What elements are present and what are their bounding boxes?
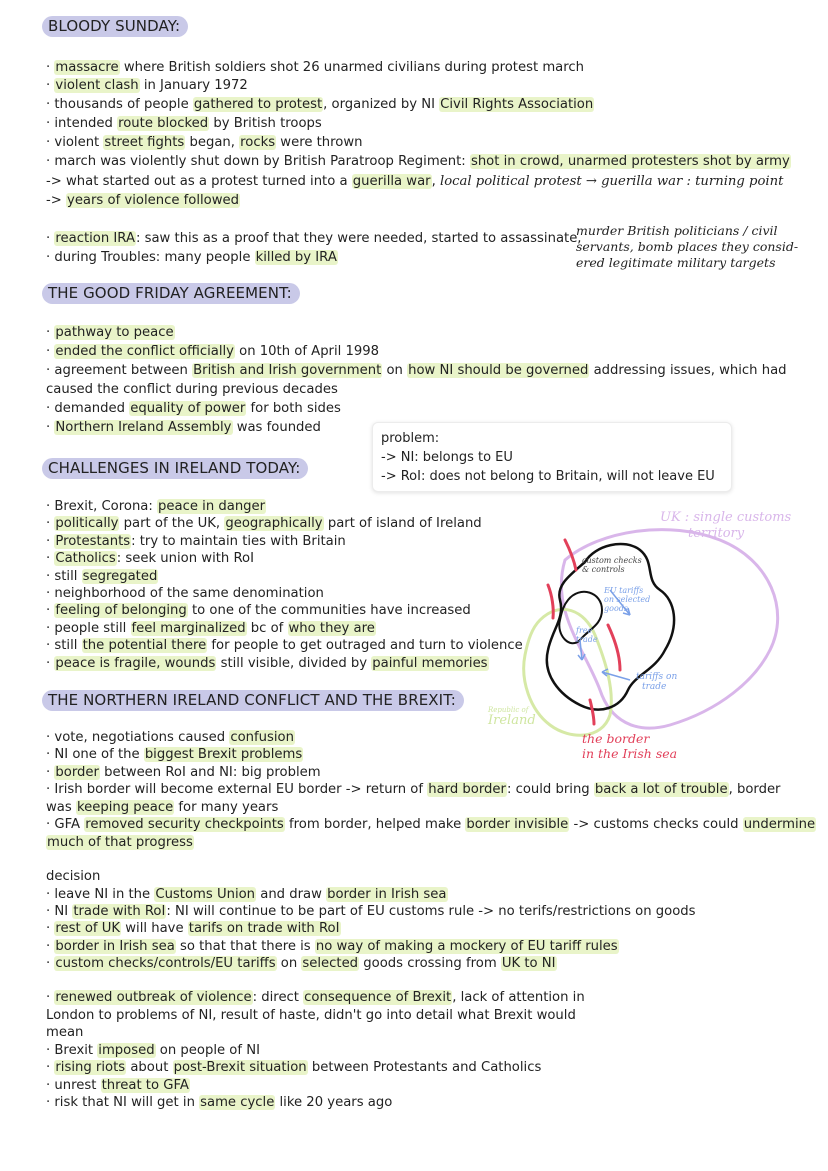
highlighted-text: British and Irish government [193, 363, 382, 378]
highlighted-text: rest of UK [55, 921, 121, 936]
highlighted-text: street fights [104, 135, 185, 150]
text-run: : seek union with RoI [116, 551, 254, 566]
list-item [46, 781, 780, 798]
text-run: mean [46, 1025, 84, 1040]
text-run: · GFA [46, 817, 85, 832]
highlighted-text: painful memories [372, 656, 488, 671]
text-run: · [46, 921, 55, 936]
list-item [46, 729, 295, 746]
highlighted-text: keeping peace [76, 800, 174, 815]
text-run: · neighborhood of the same denomination [46, 586, 324, 601]
text-run: -> what started out as a protest turned into a [46, 174, 352, 189]
list-item [46, 115, 322, 132]
text-run: bc of [246, 621, 288, 636]
text-run: · still [46, 638, 82, 653]
highlighted-text: UK to NI [501, 956, 556, 971]
highlighted-text: the potential there [82, 638, 207, 653]
text-run: · [46, 956, 55, 971]
text-run: · violent [46, 135, 104, 150]
highlighted-text: trade with RoI [73, 904, 166, 919]
list-item [46, 59, 584, 76]
highlighted-text: Civil Rights Association [440, 97, 594, 112]
highlighted-text: tarifs on trade with RoI [188, 921, 340, 936]
list-item [46, 498, 266, 515]
highlighted-text: gathered to protest [193, 97, 323, 112]
text-run: on [276, 956, 302, 971]
uk-label: UK : single customs territory [660, 510, 792, 541]
highlighted-text: years of violence followed [67, 193, 240, 208]
text-run: from border, helped make [284, 817, 466, 832]
text-run: · people still [46, 621, 131, 636]
handwritten-note-line: ered legitimate military targets [576, 255, 776, 270]
highlighted-text: threat to GFA [101, 1078, 189, 1093]
highlighted-text: reaction IRA [55, 231, 135, 246]
text-run: , border [728, 782, 781, 797]
problem-line: -> RoI: does not belong to Britain, will not leave EU [381, 469, 715, 484]
text-run: for many years [174, 800, 279, 815]
list-item [46, 920, 341, 937]
list-item [46, 1007, 576, 1024]
highlighted-text: Catholics [55, 551, 116, 566]
highlighted-text: removed security checkpoints [85, 817, 284, 832]
text-run: · [46, 344, 55, 359]
text-run: · thousands of people [46, 97, 193, 112]
list-item [46, 799, 278, 816]
text-run: · [46, 656, 55, 671]
text-run: · [46, 534, 55, 549]
list-item [46, 834, 194, 851]
highlighted-text: post-Brexit situation [173, 1060, 307, 1075]
text-run: , organized by NI [323, 97, 440, 112]
handwritten-text: local political protest → guerilla war : turning point [439, 174, 784, 189]
list-item [46, 764, 321, 781]
text-run: : saw this as a proof that they were needed, started to assassinate, [135, 231, 582, 246]
text-run: · NI one of the [46, 747, 144, 762]
text-run: addressing issues, which had [589, 363, 787, 378]
problem-callout [372, 422, 732, 492]
border-sea-line [590, 700, 594, 724]
highlighted-text: border [55, 765, 99, 780]
highlighted-text: how NI should be governed [408, 363, 589, 378]
list-item [46, 602, 471, 619]
highlighted-text: back a lot of trouble [594, 782, 728, 797]
free-trade-label: free trade [576, 626, 598, 644]
text-run: · [46, 60, 55, 75]
highlighted-text: much of that progress [47, 835, 193, 850]
text-run: · march was violently shut down by British Paratroop Regiment: [46, 154, 470, 169]
text-run: · still [46, 569, 82, 584]
list-item [46, 938, 619, 955]
handwritten-note-line: murder British politicians / civil [576, 223, 778, 238]
highlighted-text: Northern Ireland Assembly [55, 420, 232, 435]
highlighted-text: same cycle [200, 1095, 275, 1110]
text-run: were thrown [276, 135, 363, 150]
list-item [46, 173, 783, 190]
text-run: began, [185, 135, 240, 150]
text-run: · during Troubles: many people [46, 250, 255, 265]
text-run: -> customs checks could [569, 817, 743, 832]
text-run: about [126, 1060, 173, 1075]
heading-brexit: THE NORTHERN IRELAND CONFLICT AND THE BREXIT: [42, 690, 464, 711]
list-item [46, 620, 376, 637]
text-run: so that that there is [175, 939, 315, 954]
text-run: · leave NI in the [46, 887, 155, 902]
text-run: London to problems of NI, result of haste, didn't go into detail what Brexit would [46, 1008, 576, 1023]
list-item [46, 746, 303, 763]
text-run: · intended [46, 116, 118, 131]
text-run: for both sides [246, 401, 341, 416]
list-item [46, 955, 557, 972]
highlighted-text: selected [302, 956, 359, 971]
tariffs-on-trade-label: tariffs on trade [636, 672, 678, 692]
highlighted-text: peace in danger [158, 499, 266, 514]
text-run: · [46, 939, 55, 954]
text-run: -> [46, 193, 67, 208]
highlighted-text: feel marginalized [131, 621, 246, 636]
highlighted-text: hard border [428, 782, 506, 797]
list-item [46, 1077, 190, 1094]
highlighted-text: killed by IRA [255, 250, 337, 265]
text-run: on 10th of April 1998 [234, 344, 380, 359]
text-run: · [46, 990, 55, 1005]
text-run: and draw [256, 887, 327, 902]
text-run: was founded [232, 420, 321, 435]
text-run: part of island of Ireland [323, 516, 482, 531]
highlighted-text: pathway to peace [55, 325, 174, 340]
highlighted-text: imposed [98, 1043, 155, 1058]
list-item [46, 381, 338, 398]
list-item [46, 230, 582, 247]
text-run: · demanded [46, 401, 130, 416]
text-run: · [46, 325, 55, 340]
list-item [46, 1059, 541, 1076]
text-run: · Irish border will become external EU border -> return of [46, 782, 428, 797]
list-item [46, 550, 254, 567]
text-run: goods crossing from [359, 956, 501, 971]
text-run: still visible, divided by [216, 656, 372, 671]
text-run: part of the UK, [119, 516, 225, 531]
text-run: , lack of attention in [452, 990, 585, 1005]
text-run: · [46, 603, 55, 618]
text-run: · vote, negotiations caused [46, 730, 230, 745]
highlighted-text: equality of power [130, 401, 246, 416]
highlighted-text: massacre [55, 60, 119, 75]
highlighted-text: border in Irish sea [55, 939, 175, 954]
text-run: : could bring [506, 782, 594, 797]
text-run: · Brexit, Corona: [46, 499, 158, 514]
highlighted-text: border invisible [466, 817, 569, 832]
border-sea-line [608, 625, 620, 670]
highlighted-text: feeling of belonging [55, 603, 187, 618]
highlighted-text: no way of making a mockery of EU tariff rules [315, 939, 618, 954]
highlighted-text: peace is fragile, wounds [55, 656, 216, 671]
list-item [46, 324, 175, 341]
text-run: · [46, 1060, 55, 1075]
text-run: will have [121, 921, 188, 936]
list-item [46, 192, 240, 209]
ireland-border-sketch [470, 500, 810, 770]
text-run: for people to get outraged and turn to violence [207, 638, 523, 653]
highlighted-text: Protestants [55, 534, 131, 549]
eu-tariffs-label: EU tariffs on selected goods [604, 586, 651, 613]
highlighted-text: guerilla war [352, 174, 431, 189]
highlighted-text: biggest Brexit problems [144, 747, 303, 762]
highlighted-text: custom checks/controls/EU tariffs [55, 956, 276, 971]
text-run: · Brexit [46, 1043, 98, 1058]
list-item [46, 362, 787, 379]
highlighted-text: shot in crowd, unarmed protesters shot by army [470, 154, 790, 169]
list-item [46, 533, 346, 550]
list-item [46, 568, 158, 585]
text-run: to one of the communities have increased [187, 603, 471, 618]
highlighted-text: confusion [230, 730, 294, 745]
text-run: · [46, 78, 55, 93]
text-run: was [46, 800, 76, 815]
problem-line: -> NI: belongs to EU [381, 450, 513, 465]
highlighted-text: consequence of Brexit [304, 990, 452, 1005]
list-item [46, 134, 363, 151]
text-run: on [382, 363, 408, 378]
highlighted-text: Customs Union [155, 887, 256, 902]
list-item [46, 419, 321, 436]
text-run: between RoI and NI: big problem [99, 765, 321, 780]
list-item [46, 249, 338, 266]
list-item [46, 886, 448, 903]
highlighted-text: who they are [288, 621, 375, 636]
custom-checks-label: custom checks & controls [582, 556, 642, 574]
list-item [46, 400, 341, 417]
text-run: · [46, 420, 55, 435]
list-item [46, 655, 489, 672]
highlighted-text: rocks [240, 135, 276, 150]
list-item [46, 153, 791, 170]
text-run: : NI will continue to be part of EU customs rule -> no terifs/restrictions on goods [166, 904, 696, 919]
text-run: · [46, 765, 55, 780]
text-run: , [431, 174, 440, 189]
list-item [46, 903, 696, 920]
highlighted-text: ended the conflict officially [55, 344, 234, 359]
text-run: · risk that NI will get in [46, 1095, 200, 1110]
list-item [46, 343, 379, 360]
handwritten-note-line: servants, bomb places they consid- [576, 239, 799, 254]
text-run: caused the conflict during previous decades [46, 382, 338, 397]
highlighted-text: segregated [82, 569, 158, 584]
text-run: like 20 years ago [275, 1095, 393, 1110]
text-run: · NI [46, 904, 73, 919]
problem-title: problem: [381, 431, 440, 446]
text-run: · [46, 231, 55, 246]
list-item [46, 77, 248, 94]
text-run: · agreement between [46, 363, 193, 378]
text-run: · [46, 551, 55, 566]
highlighted-text: geographically [225, 516, 323, 531]
text-run: · unrest [46, 1078, 101, 1093]
list-item [46, 585, 324, 602]
highlighted-text: undermine [743, 817, 816, 832]
list-item [46, 515, 482, 532]
text-run: : direct [252, 990, 304, 1005]
border-label: the border in the Irish sea [582, 731, 678, 761]
highlighted-text: renewed outbreak of violence [55, 990, 252, 1005]
highlighted-text: violent clash [55, 78, 139, 93]
text-run: on people of NI [155, 1043, 260, 1058]
border-sea-line [565, 540, 576, 570]
highlighted-text: politically [55, 516, 119, 531]
list-item [46, 816, 816, 833]
heading-bloody-sunday: BLOODY SUNDAY: [42, 16, 188, 37]
text-run: between Protestants and Catholics [307, 1060, 542, 1075]
heading-good-friday: THE GOOD FRIDAY AGREEMENT: [42, 283, 300, 304]
text-run: by British troops [209, 116, 322, 131]
heading-challenges: CHALLENGES IN IRELAND TODAY: [42, 458, 308, 479]
highlighted-text: border in Irish sea [327, 887, 447, 902]
decision-title: decision [46, 869, 101, 884]
highlighted-text: route blocked [118, 116, 209, 131]
list-item [46, 1024, 83, 1041]
list-item [46, 96, 594, 113]
text-run: where British soldiers shot 26 unarmed civilians during protest march [119, 60, 584, 75]
highlighted-text: rising riots [55, 1060, 126, 1075]
text-run: in January 1972 [139, 78, 248, 93]
list-item [46, 989, 585, 1006]
roi-outline [524, 609, 612, 735]
roi-label: Republic of Ireland [488, 706, 536, 728]
text-run: : try to maintain ties with Britain [131, 534, 346, 549]
list-item [46, 1094, 392, 1111]
text-run: · [46, 516, 55, 531]
list-item [46, 1042, 260, 1059]
list-item [46, 637, 523, 654]
